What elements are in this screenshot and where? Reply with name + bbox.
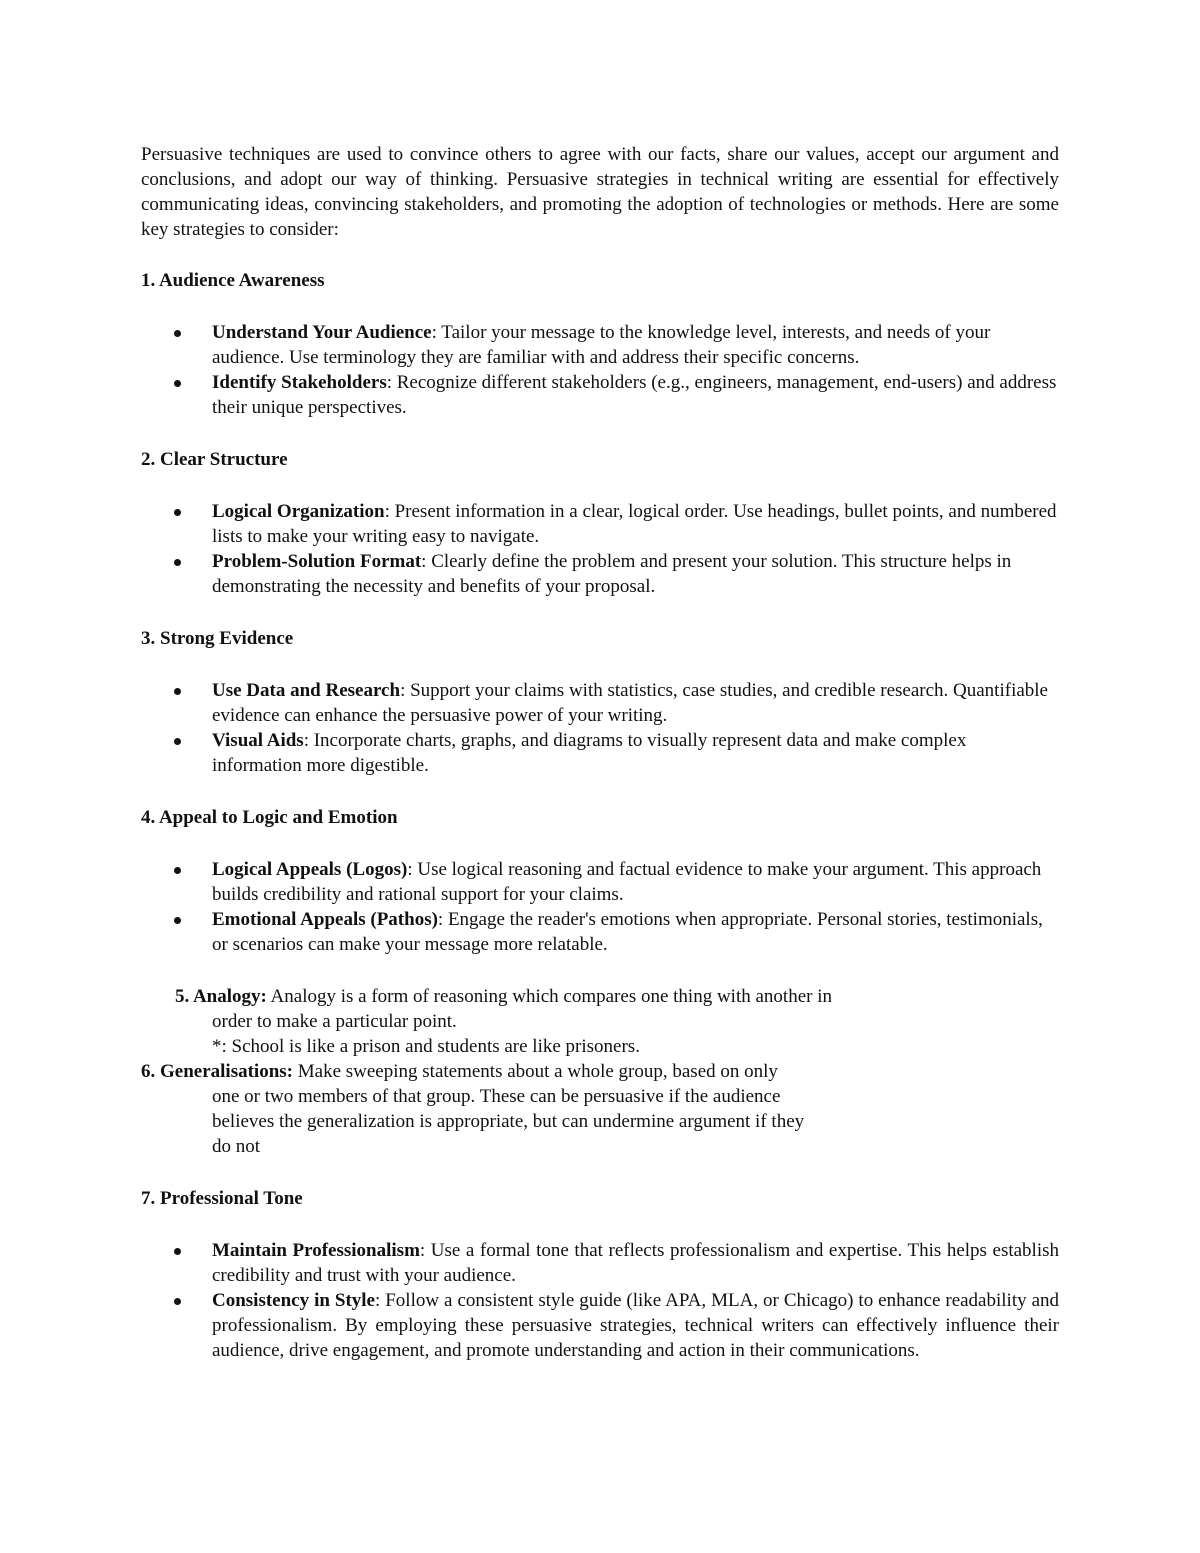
list-item-text: : Follow a consistent style guide (like APA, MLA, or Chicago) to enhance readability and professionalism. By employing these persuasive strategies, technical writers can effectively influence their audience, drive engagement, and promote understanding and action in their communications. bbox=[212, 1290, 1059, 1361]
bullet-list-structure bbox=[141, 499, 1059, 599]
list-item bbox=[141, 907, 1059, 957]
bullet-icon bbox=[174, 867, 181, 874]
list-item bbox=[141, 499, 1059, 549]
analogy-label: 5. Analogy: bbox=[175, 986, 267, 1007]
generalisations-line-1 bbox=[141, 1059, 1059, 1084]
bullet-icon bbox=[174, 1248, 181, 1255]
list-item-term: Logical Organization bbox=[212, 501, 385, 522]
list-item bbox=[141, 549, 1059, 599]
list-item-term: Visual Aids bbox=[212, 730, 304, 751]
document-page bbox=[141, 142, 1059, 1363]
bullet-icon bbox=[174, 1298, 181, 1305]
bullet-list-appeal bbox=[141, 857, 1059, 957]
analogy-example: *: School is like a prison and students are like prisoners. bbox=[212, 1036, 640, 1057]
analogy-line-2: order to make a particular point. bbox=[212, 1011, 457, 1032]
section-heading-strong-evidence: 3. Strong Evidence bbox=[141, 628, 294, 649]
analogy-text: Analogy is a form of reasoning which compares one thing with another in bbox=[266, 986, 832, 1007]
list-item-text: : Clearly define the problem and present your solution. This structure helps in demonstrating the necessity and benefits of your proposal. bbox=[212, 551, 1012, 597]
list-item-term: Understand Your Audience bbox=[212, 322, 432, 343]
analogy-section bbox=[141, 984, 1059, 1059]
intro-paragraph: Persuasive techniques are used to convince others to agree with our facts, share our values, accept our argument and conclusions, and adopt our way of thinking. Persuasive strategies in technical writing are essential for effectively communicating ideas, convincing stakeholders, and promoting the adoption of technologies or methods. Here are some key strategies to consider: bbox=[141, 144, 1059, 240]
generalisations-line-4: do not bbox=[212, 1136, 261, 1157]
section-heading-professional-tone: 7. Professional Tone bbox=[141, 1188, 303, 1209]
bullet-list-evidence bbox=[141, 678, 1059, 778]
list-item-term: Problem-Solution Format bbox=[212, 551, 422, 572]
list-item bbox=[141, 857, 1059, 907]
bullet-icon bbox=[174, 917, 181, 924]
section-heading-audience-awareness: 1. Audience Awareness bbox=[141, 270, 325, 291]
list-item-text: : Use logical reasoning and factual evidence to make your argument. This approach builds credibility and rational support for your claims. bbox=[212, 859, 1042, 905]
bullet-list-tone bbox=[141, 1238, 1059, 1363]
list-item bbox=[141, 370, 1059, 420]
list-item-text: : Recognize different stakeholders (e.g., engineers, management, end-users) and address their unique perspectives. bbox=[212, 372, 1057, 418]
generalisations-text: Make sweeping statements about a whole group, based on only bbox=[293, 1061, 778, 1082]
list-item-text: : Tailor your message to the knowledge level, interests, and needs of your audience. Use terminology they are familiar with and address their specific concerns. bbox=[212, 322, 991, 368]
list-item-term: Use Data and Research bbox=[212, 680, 401, 701]
list-item-text: : Present information in a clear, logical order. Use headings, bullet points, and numbered lists to make your writing easy to navigate. bbox=[212, 501, 1057, 547]
generalisations-line-3: believes the generalization is appropriate, but can undermine argument if they bbox=[212, 1111, 805, 1132]
bullet-icon bbox=[174, 559, 181, 566]
analogy-line-1 bbox=[141, 984, 1059, 1009]
list-item-term: Consistency in Style bbox=[212, 1290, 375, 1311]
generalisations-label: 6. Generalisations: bbox=[141, 1061, 293, 1082]
section-heading-appeal: 4. Appeal to Logic and Emotion bbox=[141, 807, 398, 828]
bullet-list-audience bbox=[141, 320, 1059, 420]
list-item-text: : Incorporate charts, graphs, and diagrams to visually represent data and make complex information more digestible. bbox=[212, 730, 967, 776]
list-item-term: Identify Stakeholders bbox=[212, 372, 387, 393]
list-item bbox=[141, 320, 1059, 370]
list-item bbox=[141, 728, 1059, 778]
generalisations-section bbox=[141, 1059, 1059, 1159]
list-item bbox=[141, 1238, 1059, 1288]
list-item bbox=[141, 678, 1059, 728]
list-item-term: Maintain Professionalism bbox=[212, 1240, 420, 1261]
list-item-text: : Support your claims with statistics, case studies, and credible research. Quantifiable evidence can enhance the persuasive power of your writing. bbox=[212, 680, 1048, 726]
bullet-icon bbox=[174, 509, 181, 516]
bullet-icon bbox=[174, 688, 181, 695]
section-heading-clear-structure: 2. Clear Structure bbox=[141, 449, 288, 470]
bullet-icon bbox=[174, 330, 181, 337]
bullet-icon bbox=[174, 380, 181, 387]
list-item-text: : Use a formal tone that reflects professionalism and expertise. This helps establish credibility and trust with your audience. bbox=[212, 1240, 1059, 1286]
generalisations-line-2: one or two members of that group. These can be persuasive if the audience bbox=[212, 1086, 781, 1107]
list-item bbox=[141, 1288, 1059, 1363]
list-item-term: Emotional Appeals (Pathos) bbox=[212, 909, 438, 930]
bullet-icon bbox=[174, 738, 181, 745]
list-item-term: Logical Appeals (Logos) bbox=[212, 859, 408, 880]
list-item-text: : Engage the reader's emotions when appropriate. Personal stories, testimonials, or scenarios can make your message more relatable. bbox=[212, 909, 1043, 955]
